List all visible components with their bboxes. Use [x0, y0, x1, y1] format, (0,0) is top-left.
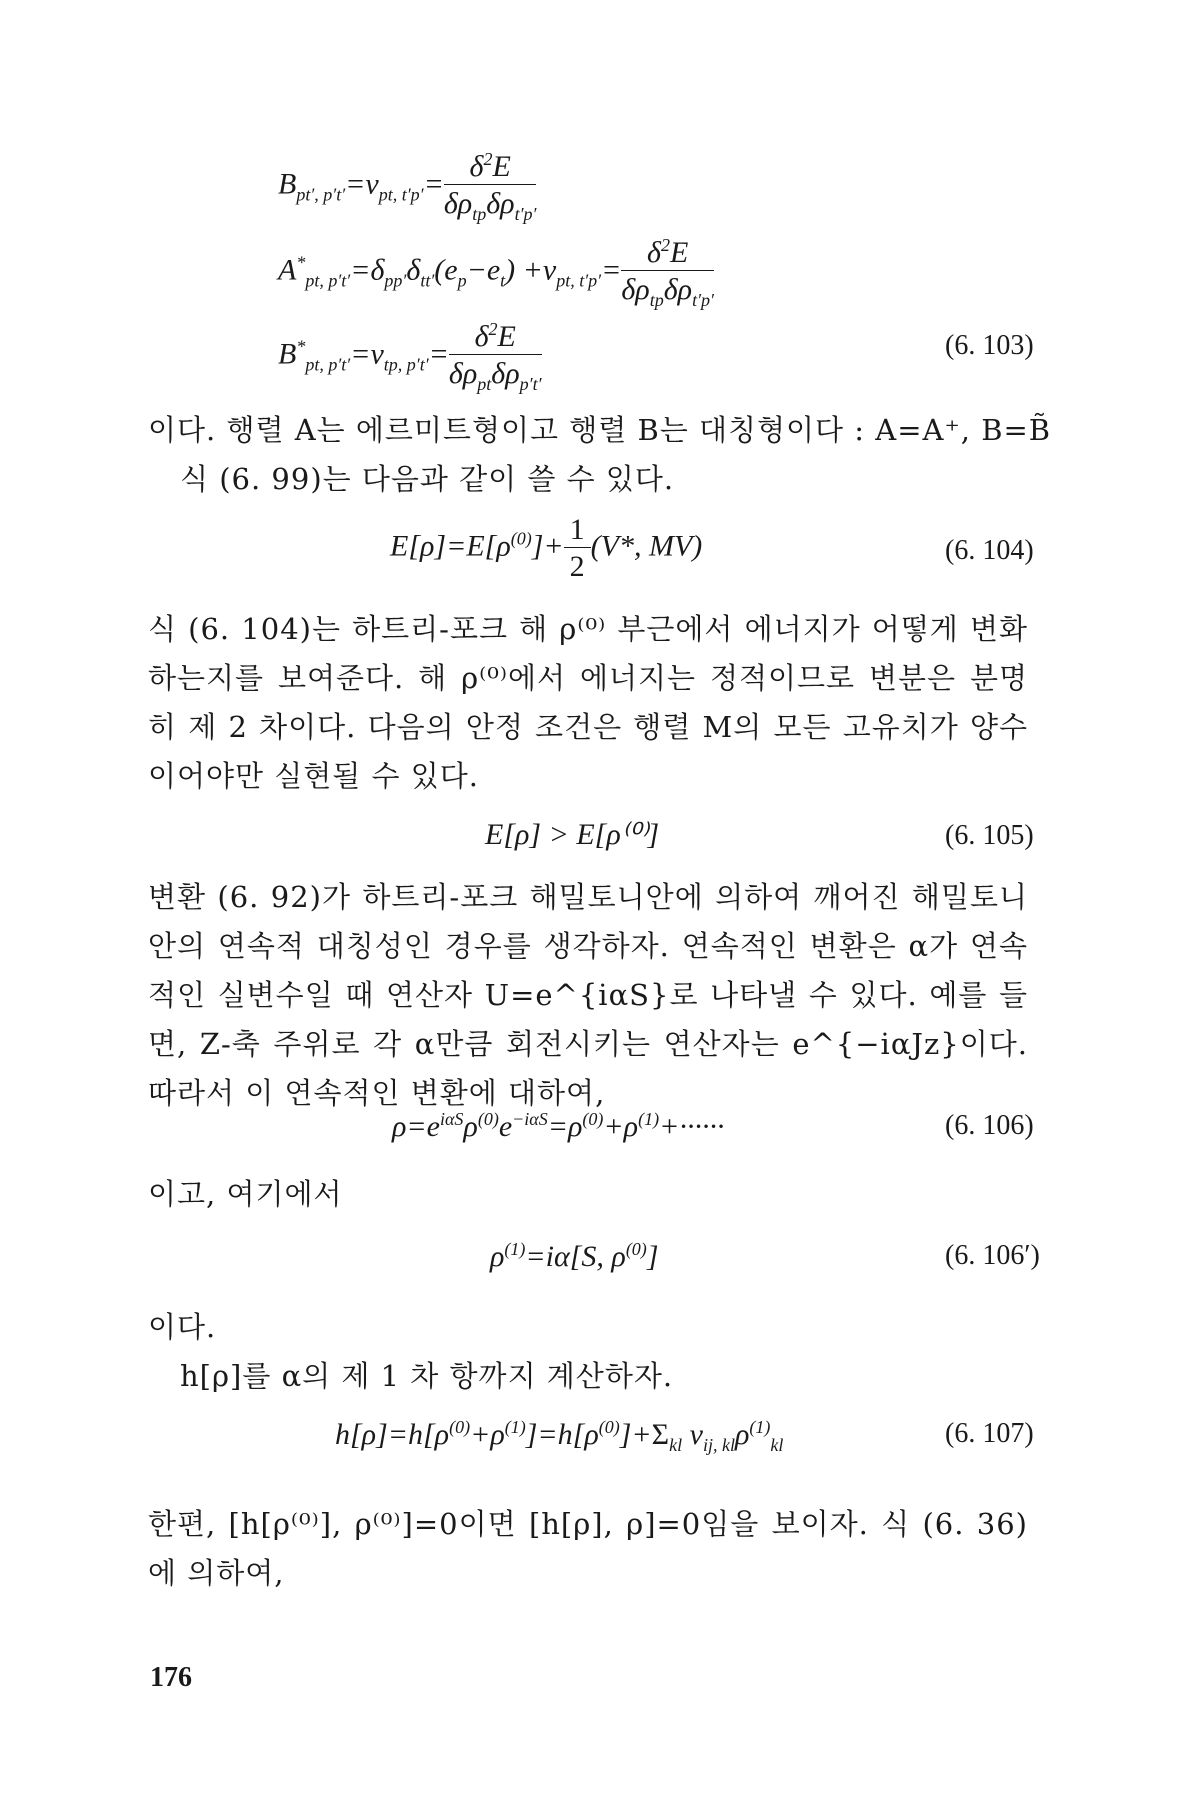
paragraph: 식 (6. 104)는 하트리-포크 해 ρ⁽⁰⁾ 부근에서 에너지가 어떻게 변화하는지를 보여준다. 해 ρ⁽⁰⁾에서 에너지는 정적이므로 변분은 분명히 제 2 차이다. 다음의 안정 조건은 행렬 M의 모든 고유치가 양수이어야만 실현될 수 있다. [148, 612, 1028, 793]
equation-number-6-104: (6. 104) [945, 535, 1034, 566]
paragraph-line: 이고, 여기에서 [148, 1177, 343, 1211]
equation-6-103-b-star: $B^*_{pt, p't'}=v_{tp, p't'}=$ $\frac{\delta^2E}{\delta\rho_{pt}\delta\rho_{p't'}}$ [278, 319, 542, 394]
equation-6-106: $\rho=e^{i\alpha S}\rho^{(0)}e^{-i\alpha S}=\rho^{(0)}+\rho^{(1)}+\cdot\cdot\cdot\cdot\cdot\cdot$ [392, 1109, 725, 1143]
equation-6-103-a-star: $A^*_{pt, p't'}=\delta_{pp'}\delta_{tt'}(e_p-e_t) +v_{pt, t'p'}=$ $\frac{\delta^2E}{\delta\rho_{tp}\delta\rho_{t'p'}}$ [278, 235, 714, 310]
equation-6-103-b: $B_{pt', p't'}=v_{pt, t'p'}=$ $\frac{\delta^2E}{\delta\rho_{tp}\delta\rho_{t'p'}}$ [278, 149, 537, 224]
equation-number-6-107: (6. 107) [945, 1418, 1034, 1449]
paragraph-line: 이다. 행렬 A는 에르미트형이고 행렬 B는 대칭형이다 : A=A⁺, B=B̃ [148, 413, 1052, 447]
equation-number-6-106: (6. 106) [945, 1110, 1034, 1141]
paragraph-line: h[ρ]를 α의 제 1 차 항까지 계산하자. [180, 1359, 674, 1393]
equation-6-106-prime: $\rho^{(1)}=i\alpha[S$, $\rho^{(0)}$] [490, 1239, 659, 1273]
paragraph: 한편, [h[ρ⁽⁰⁾], ρ⁽⁰⁾]=0이면 [h[ρ], ρ]=0임을 보이자. 식 (6. 36)에 의하여, [148, 1507, 1028, 1590]
equation-number-6-105: (6. 105) [945, 820, 1034, 851]
paragraph-line: 이다. [148, 1310, 217, 1344]
equation-number-6-106-prime: (6. 106′) [945, 1240, 1040, 1271]
paragraph: 변환 (6. 92)가 하트리-포크 해밀토니안에 의하여 깨어진 해밀토니안의 연속적 대칭성인 경우를 생각하자. 연속적인 변환은 α가 연속적인 실변수일 때 연산자 U=e^{iαS}로 나타낼 수 있다. 예를 들면, Z-축 주위로 각 α만큼 회전시키는 연산자는 e^{−iαJz}이다. 따라서 이 연속적인 변환에 대하여, [148, 880, 1028, 1110]
equation-number-6-103: (6. 103) [945, 330, 1034, 361]
equation-6-105: E[ρ] > E[ρ⁽⁰⁾] [485, 818, 660, 851]
equation-6-104: $E[\rho]=E[\rho^{(0)}]+$ $\frac{1}{2}$ (V*, MV) [390, 513, 703, 583]
page-number: 176 [150, 1662, 192, 1693]
paragraph-line: 식 (6. 99)는 다음과 같이 쓸 수 있다. [180, 462, 675, 496]
equation-6-107: $h[\rho]=h[\rho^{(0)}+\rho^{(1)}]=h[\rho^{(0)}]+\Sigma_{kl}$ $v_{ij, kl}\rho^{(1)}_{kl}$ [335, 1417, 784, 1455]
